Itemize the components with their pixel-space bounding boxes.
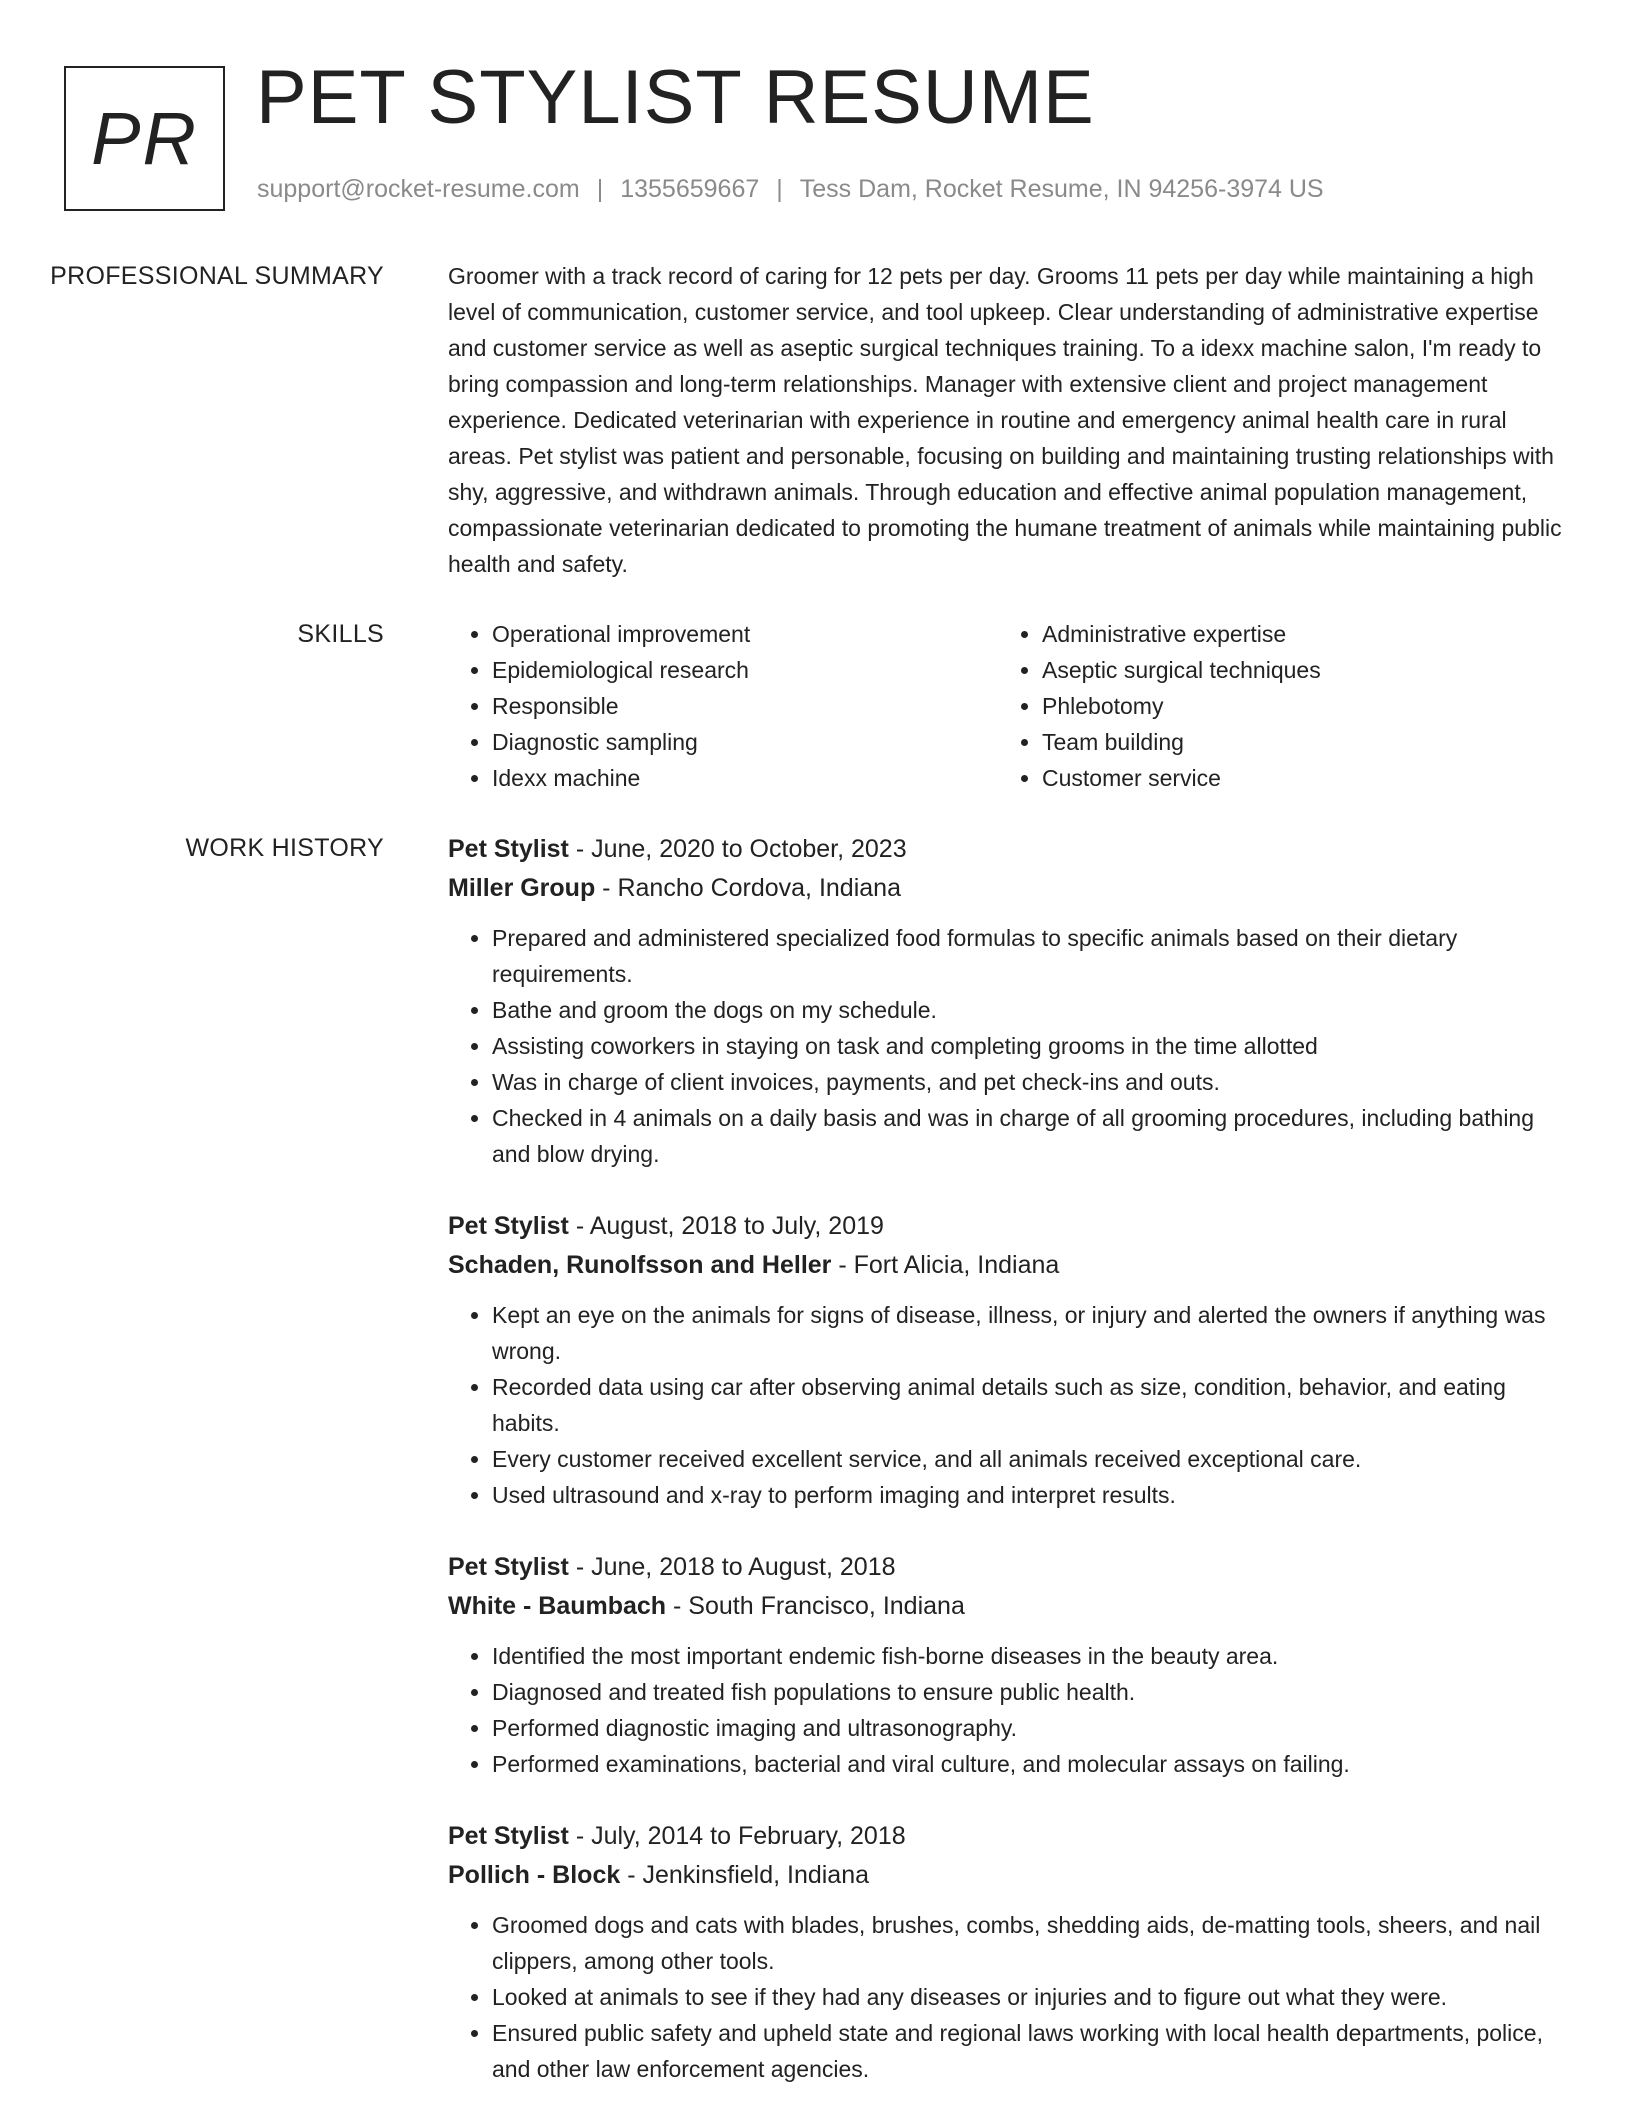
job-location: - Fort Alicia, Indiana [831, 1251, 1060, 1279]
skill-item: • Phlebotomy [1042, 688, 1321, 724]
contact-phone[interactable]: 1355659667 [620, 175, 760, 203]
job-company: Pollich - Block [448, 1861, 621, 1889]
skills-section [0, 616, 1632, 796]
job-bullet: • Checked in 4 animals on a daily basis and was in charge of all grooming procedures, including bathing and blow drying. [492, 1100, 1568, 1172]
work-history-section [0, 830, 1632, 2122]
job-dates: - July, 2014 to February, 2018 [568, 1822, 906, 1850]
job-bullet: • Looked at animals to see if they had any diseases or injuries and to figure out what they were. [492, 1979, 1568, 2015]
job-entry [448, 1207, 1568, 1513]
job-entry [448, 1548, 1568, 1782]
job-location: - South Francisco, Indiana [666, 1592, 965, 1620]
skill-item: • Operational improvement [492, 616, 998, 652]
job-bullet: • Prepared and administered specialized food formulas to specific animals based on their dietary requirements. [492, 920, 1568, 992]
job-entry [448, 1817, 1568, 2087]
job-bullet: • Every customer received excellent service, and all animals received exceptional care. [492, 1441, 1568, 1477]
contact-separator: | [776, 175, 783, 203]
job-bullet: • Diagnosed and treated fish populations to ensure public health. [492, 1674, 1568, 1710]
contact-address: Tess Dam, Rocket Resume, IN 94256-3974 US [799, 175, 1324, 203]
job-title: Pet Stylist [448, 1822, 569, 1850]
section-label-summary: PROFESSIONAL SUMMARY [50, 262, 384, 290]
professional-summary-section [0, 258, 1632, 582]
skill-item: • Idexx machine [492, 760, 998, 796]
job-bullets [448, 1907, 1568, 2087]
job-bullet: • Bathe and groom the dogs on my schedule. [492, 992, 1568, 1028]
job-bullets [448, 920, 1568, 1172]
resume-title: PET STYLIST RESUME [256, 55, 1095, 140]
job-bullet: • Was in charge of client invoices, payments, and pet check-ins and outs. [492, 1064, 1568, 1100]
job-bullet: • Kept an eye on the animals for signs of disease, illness, or injury and alerted the owners if anything was wrong. [492, 1297, 1568, 1369]
job-bullets [448, 1297, 1568, 1513]
contact-separator: | [596, 175, 604, 203]
job-bullet: • Ensured public safety and upheld state and regional laws working with local health departments, police, and other law enforcement agencies. [492, 2015, 1568, 2087]
job-company: Miller Group [448, 874, 596, 902]
monogram-initials: PR [91, 96, 198, 180]
contact-line [257, 175, 1324, 204]
skills-column-1 [448, 616, 998, 796]
skill-item: • Aseptic surgical techniques [1042, 652, 1321, 688]
skill-item: • Customer service [1042, 760, 1321, 796]
job-company: White - Baumbach [448, 1592, 667, 1620]
job-bullet: • Groomed dogs and cats with blades, brushes, combs, shedding aids, de-matting tools, sheers, and nail clippers, among other tools. [492, 1907, 1568, 1979]
section-label-work: WORK HISTORY [185, 834, 384, 862]
job-dates: - June, 2018 to August, 2018 [568, 1553, 896, 1581]
skill-item: • Diagnostic sampling [492, 724, 998, 760]
job-company: Schaden, Runolfsson and Heller [448, 1251, 832, 1279]
job-bullet: • Used ultrasound and x-ray to perform imaging and interpret results. [492, 1477, 1568, 1513]
job-bullet: • Assisting coworkers in staying on task and completing grooms in the time allotted [492, 1028, 1568, 1064]
skill-item: • Epidemiological research [492, 652, 998, 688]
skill-item: • Responsible [492, 688, 998, 724]
job-bullet: • Performed examinations, bacterial and viral culture, and molecular assays on failing. [492, 1746, 1568, 1782]
section-label-skills: SKILLS [297, 620, 384, 648]
job-dates: - June, 2020 to October, 2023 [568, 835, 907, 863]
job-entry [448, 830, 1568, 1172]
job-title: Pet Stylist [448, 835, 569, 863]
job-bullet: • Recorded data using car after observing animal details such as size, condition, behavior, and eating habits. [492, 1369, 1568, 1441]
job-bullet: • Identified the most important endemic fish-borne diseases in the beauty area. [492, 1638, 1568, 1674]
skill-item: • Team building [1042, 724, 1321, 760]
job-bullets [448, 1638, 1568, 1782]
job-location: - Rancho Cordova, Indiana [595, 874, 901, 902]
resume-body [0, 258, 1632, 2122]
job-location: - Jenkinsfield, Indiana [620, 1861, 870, 1889]
skills-column-2 [998, 616, 1321, 796]
contact-email[interactable]: support@rocket-resume.com [257, 175, 580, 203]
skill-item: • Administrative expertise [1042, 616, 1321, 652]
job-title: Pet Stylist [448, 1553, 569, 1581]
monogram-box [64, 66, 225, 211]
job-bullet: • Performed diagnostic imaging and ultrasonography. [492, 1710, 1568, 1746]
job-title: Pet Stylist [448, 1212, 569, 1240]
summary-text: Groomer with a track record of caring for 12 pets per day. Grooms 11 pets per day while maintaining a high level of communication, customer service, and tool upkeep. Clear understanding of administrative expertise and customer service as well as aseptic surgical techniques training. To a idexx machine salon, I'm ready to bring compassion and long-term relationships. Manager with extensive client and project management experience. Dedicated veterinarian with experience in routine and emergency animal health care in rural areas. Pet stylist was patient and personable, focusing on building and maintaining trusting relationships with shy, aggressive, and withdrawn animals. Through education and effective animal population management, compassionate veterinarian dedicated to promoting the humane treatment of animals while maintaining public health and safety. [448, 263, 1562, 577]
job-dates: - August, 2018 to July, 2019 [568, 1212, 884, 1240]
